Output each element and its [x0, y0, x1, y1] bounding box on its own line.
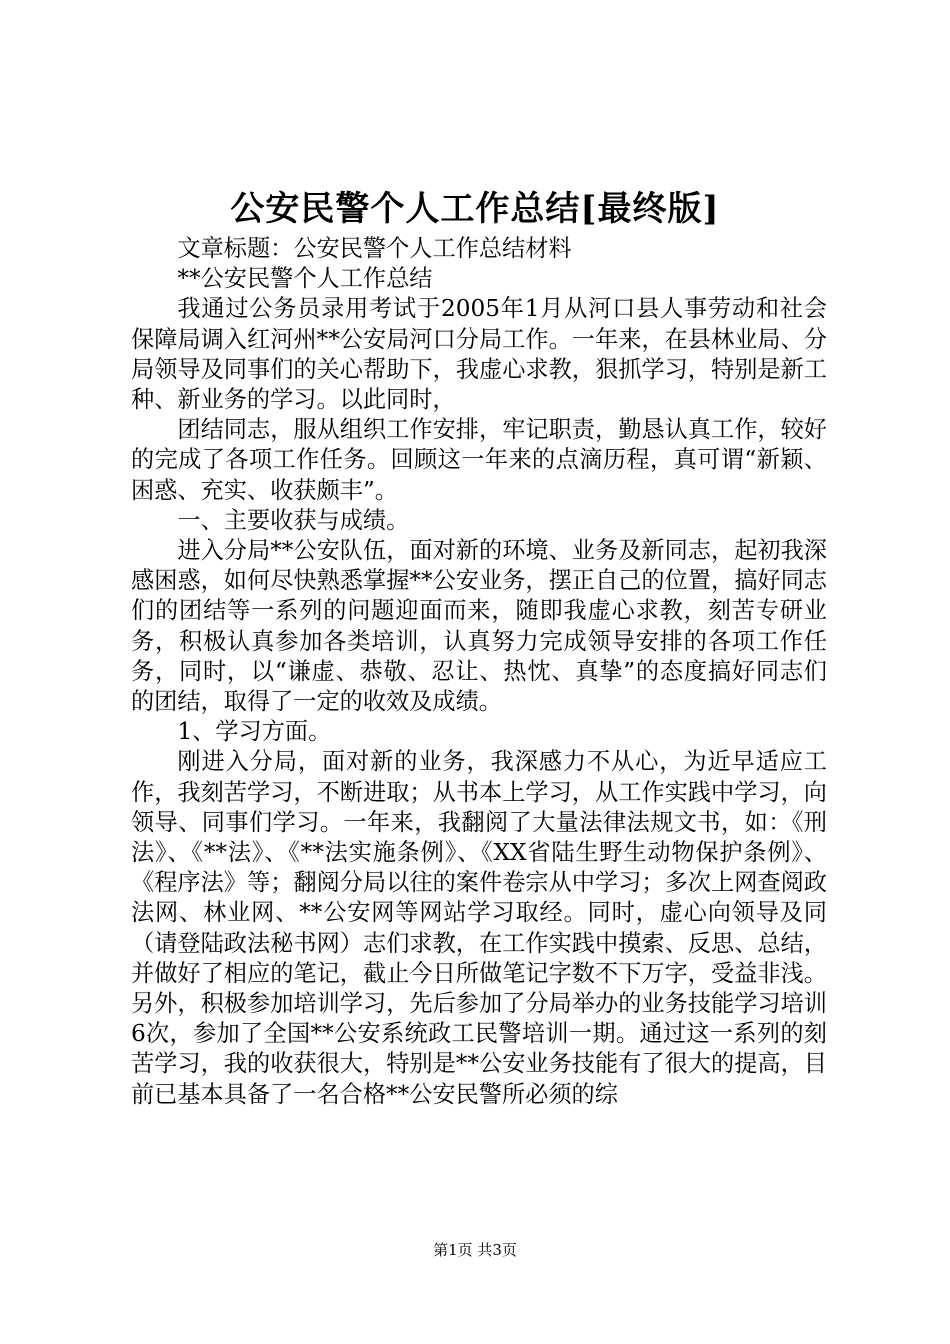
paragraph-achievements: 进入分局**公安队伍，面对新的环境、业务及新同志，起初我深感困惑，如何尽快熟悉掌握**公安业务，摆正自己的位置，搞好同志们的团结等一系列的问题迎面而来，随即我虚心求教，刻苦专研业务，积极认真参加各类培训，认真努力完成领导安排的各项工作任务，同时，以“谦虚、恭敬、忍让、热忱、真挚”的态度搞好同志们的团结，取得了一定的收效及成绩。: [131, 537, 827, 716]
paragraph-study: 刚进入分局，面对新的业务，我深感力不从心，为近早适应工作，我刻苦学习，不断进取；从书本上学习，从工作实践中学习，向领导、同事们学习。一年来，我翻阅了大量法律法规文书，如：《刑法》、《**法》、《**法实施条例》、《XX省陆生野生动物保护条例》、《程序法》等；翻阅分局以往的案件卷宗从中学习；多次上网查阅政法网、林业网、**公安网等网站学习取经。同时，虚心向领导及同（请登陆政法秘书网）志们求教，在工作实践中摸索、反思、总结，并做好了相应的笔记，截止今日所做笔记字数不下万字，受益非浅。另外，积极参加培训学习，先后参加了分局举办的业务技能学习培训6次，参加了全国**公安系统政工民警培训一期。通过这一系列的刻苦学习，我的收获很大，特别是**公安业务技能有了很大的提高，目前已基本具备了一名合格**公安民警所必须的综: [131, 748, 827, 1108]
section-heading-achievements: 一、主要收获与成绩。: [177, 506, 410, 534]
paragraph-subtitle: **公安民警个人工作总结: [177, 265, 433, 293]
document-title: 公安民警个人工作总结[最终版]: [230, 189, 720, 229]
document-body: [131, 234, 827, 1110]
page-number-footer: 第1页 共3页: [433, 1241, 517, 1259]
section-heading-study: 1、学习方面。: [177, 718, 332, 746]
paragraph-intro: 我通过公务员录用考试于2005年1月从河口县人事劳动和社会保障局调入红河州**公安局河口分局工作。一年来，在县林业局、分局领导及同事们的关心帮助下，我虚心求教，狠抓学习，特别是新工种、新业务的学习。以此同时，: [131, 295, 827, 414]
paragraph-article-title: 文章标题：公安民警个人工作总结材料: [177, 235, 572, 262]
paragraph-unity: 团结同志，服从组织工作安排，牢记职责，勤恳认真工作，较好的完成了各项工作任务。回顾这一年来的点滴历程，真可谓“新颖、困惑、充实、收获颇丰”。: [131, 416, 827, 504]
